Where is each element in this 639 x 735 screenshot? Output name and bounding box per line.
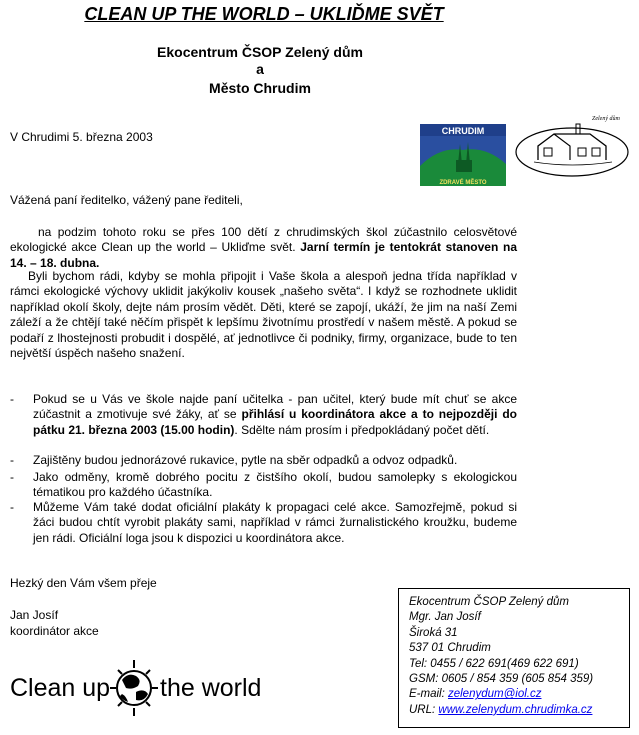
closing-line: Hezký den Vám všem přeje <box>10 576 157 590</box>
contact-url-row: URL: www.zelenydum.chrudimka.cz <box>409 703 593 716</box>
spring-term-highlight: Jarní termín je tentokrát stanoven na 14. – 18. dubna. <box>10 240 517 270</box>
contact-street: Široká 31 <box>409 626 458 639</box>
signer-role: koordinátor akce <box>10 623 99 638</box>
organizer-name: Ekocentrum ČSOP Zelený dům <box>157 44 363 60</box>
cleanup-logo-left: Clean up <box>10 674 111 702</box>
contact-org: Ekocentrum ČSOP Zelený dům <box>409 596 569 608</box>
zelenydum-caption: Zelený dům <box>592 116 620 122</box>
signature-block <box>10 608 99 639</box>
letter-date: V Chrudimi 5. března 2003 <box>10 130 153 144</box>
document-title: CLEAN UP THE WORLD – UKLIĎME SVĚT <box>84 4 444 24</box>
website-link[interactable]: www.zelenydum.chrudimka.cz <box>438 703 593 716</box>
cleanup-the-world-logo <box>10 658 262 718</box>
globe-icon <box>110 660 158 716</box>
contact-gsm: GSM: 0605 / 854 359 (605 854 359) <box>409 673 594 686</box>
paragraph-invitation: Byli bychom rádi, kdyby se mohla připojit i Vaše škola a alespoň jedna třída například v rámci ekologické výchovy uklidit jakýkoliv kousek „našeho světa“. I když se rozhodnete uklidit například okolí školy, dejte nám prosím vědět. Děti, které se zapojí, ukáží, že jim na naší Zemi záleží a že chtějí také něčím přispět k lepšímu životnímu prostředí v našem městě. A pokud se podaří z lhostejnosti probudit i dospělé, ať jednotlivce či podniky, firmy, organizace, bude to ten největší úspěch našeho snažení. <box>10 269 517 361</box>
city-name: Město Chrudim <box>209 80 311 96</box>
contact-box <box>398 588 630 728</box>
greeting: Vážená paní ředitelko, vážený pane řediteli, <box>10 193 243 207</box>
email-link[interactable]: zelenydum@iol.cz <box>447 688 542 701</box>
zelenydum-logo <box>514 112 632 178</box>
signer-name: Jan Josíf <box>10 608 59 622</box>
chrudim-logo-text: CHRUDIM <box>441 126 485 136</box>
chrudim-logo <box>420 124 506 186</box>
contact-email-row: E-mail: zelenydum@iol.cz <box>409 688 542 701</box>
paragraph-intro: na podzim tohoto roku se přes 100 dětí z chrudimských škol zúčastnilo celosvětové ekologické akce Clean up the world – Ukliďme svět. Jarní termín je tentokrát stanoven na 14. – 18. dubna. <box>10 225 517 270</box>
contact-city: 537 01 Chrudim <box>409 642 491 655</box>
deadline-highlight: přihlásí u koordinátora akce a to nejpozději do pátku 21. března 2003 (15.00 hodin) <box>33 407 517 437</box>
contact-tel: Tel: 0455 / 622 691(469 622 691) <box>409 657 579 670</box>
contact-person: Mgr. Jan Josíf <box>409 611 481 624</box>
chrudim-logo-subtext: ZDRAVÉ MĚSTO <box>439 180 487 186</box>
conjunction: a <box>256 61 264 77</box>
cleanup-logo-right: the world <box>160 674 262 702</box>
